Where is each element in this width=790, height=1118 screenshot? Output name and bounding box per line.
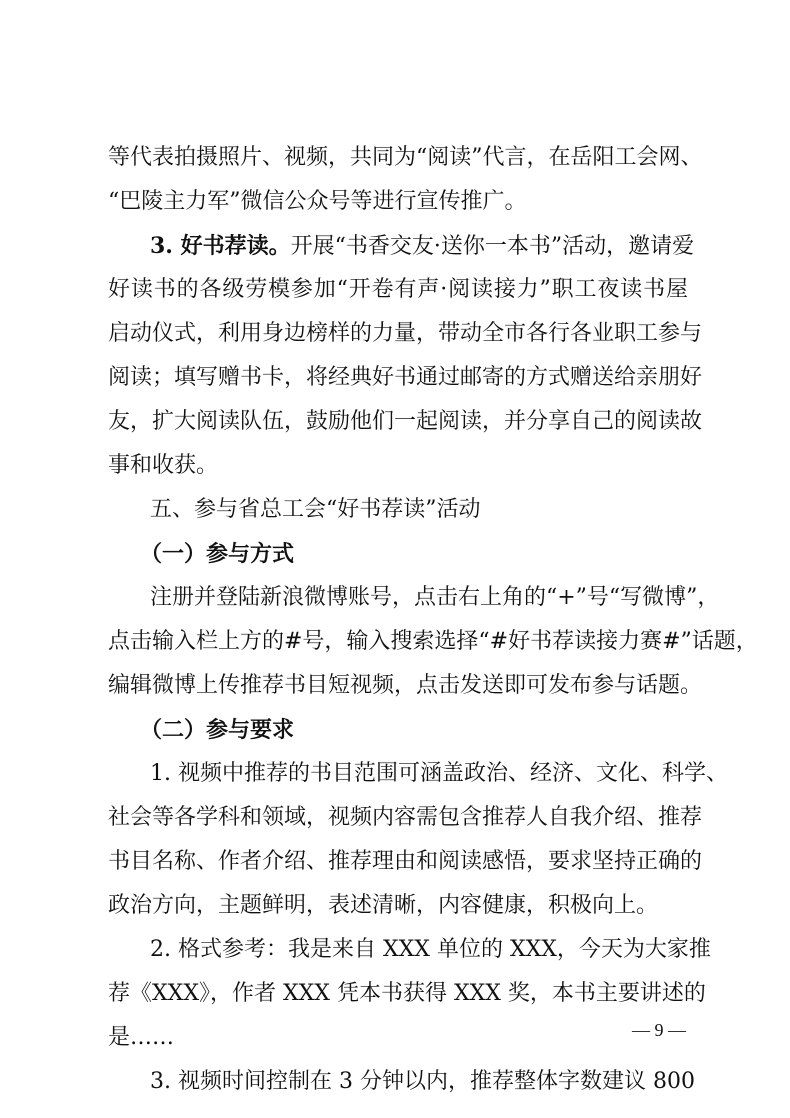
paragraph-line: 好读书的各级劳模参加“开卷有声·阅读接力”职工夜读书屋	[108, 277, 688, 302]
paragraph-line: 政治方向，主题鲜明，表述清晰，内容健康，积极向上。	[108, 893, 659, 918]
paragraph-line: 编辑微博上传推荐书目短视频，点击发送即可发布参与话题。	[108, 673, 703, 698]
paragraph-line: 友，扩大阅读队伍，鼓励他们一起阅读，并分享自己的阅读故	[108, 409, 703, 434]
paragraph-text: 开展“书香交友·送你一本书”活动，邀请爱	[290, 234, 695, 259]
paragraph-line: 2. 格式参考：我是来自 XXX 单位的 XXX，今天为大家推	[150, 937, 711, 962]
paragraph-line: 阅读；填写赠书卡，将经典好书通过邮寄的方式赠送给亲朋好	[108, 365, 703, 390]
paragraph-line: 3. 视频时间控制在 3 分钟以内，推荐整体字数建议 800	[150, 1069, 695, 1094]
paragraph-line: 点击输入栏上方的#号，输入搜索选择“#好书荐读接力赛#”话题，	[108, 629, 758, 654]
paragraph-line: 是……	[108, 1025, 175, 1050]
section-heading-5: 五、参与省总工会“好书荐读”活动	[150, 497, 481, 522]
paragraph-line: 启动仪式，利用身边榜样的力量，带动全市各行各业职工参与	[108, 321, 703, 346]
sub-heading-participation-method: （一）参与方式	[140, 541, 295, 567]
paragraph-line: 1. 视频中推荐的书目范围可涵盖政治、经济、文化、科学、	[150, 761, 728, 786]
section-heading-good-books: 3. 好书荐读。	[150, 233, 291, 259]
page-number: — 9 —	[632, 1020, 686, 1040]
paragraph-line: 书目名称、作者介绍、推荐理由和阅读感悟，要求坚持正确的	[108, 849, 703, 874]
paragraph-line: 事和收获。	[108, 453, 219, 478]
paragraph-line	[150, 226, 695, 266]
paragraph-line: 荐《XXX》，作者 XXX 凭本书获得 XXX 奖，本书主要讲述的	[108, 981, 706, 1006]
paragraph-line: 注册并登陆新浪微博账号，点击右上角的“+”号“写微博”，	[150, 585, 720, 610]
paragraph-line: 等代表拍摄照片、视频，共同为“阅读”代言，在岳阳工会网、	[108, 145, 703, 170]
paragraph-line: 社会等各学科和领域，视频内容需包含推荐人自我介绍、推荐	[108, 805, 703, 830]
sub-heading-participation-requirements: （二）参与要求	[140, 717, 295, 743]
paragraph-line: “巴陵主力军”微信公众号等进行宣传推广。	[108, 189, 527, 214]
